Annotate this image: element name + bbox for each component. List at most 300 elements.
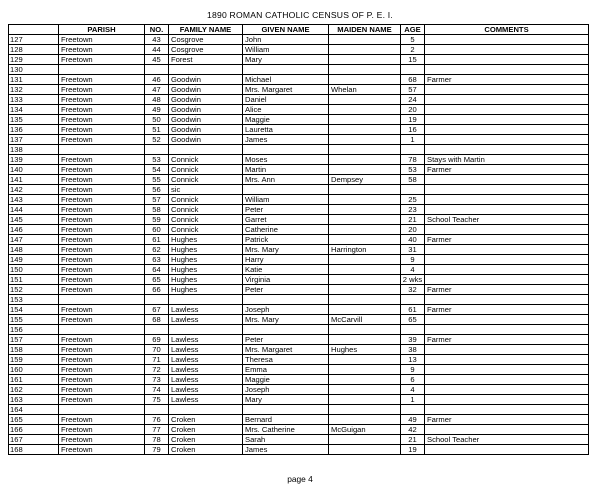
cell-row-number: 129	[9, 55, 59, 65]
cell-row-number: 153	[9, 295, 59, 305]
cell-parish	[59, 65, 145, 75]
cell-comments	[425, 125, 589, 135]
table-row	[9, 385, 589, 395]
cell-comments: School Teacher	[425, 215, 589, 225]
cell-age	[401, 295, 425, 305]
cell-comments	[425, 365, 589, 375]
cell-age: 4	[401, 265, 425, 275]
cell-parish: Freetown	[59, 415, 145, 425]
cell-comments	[425, 45, 589, 55]
cell-row-number: 128	[9, 45, 59, 55]
cell-maiden-name	[329, 325, 401, 335]
cell-age: 9	[401, 255, 425, 265]
cell-age: 2 wks	[401, 275, 425, 285]
cell-parish	[59, 325, 145, 335]
table-row	[9, 75, 589, 85]
cell-family-name: Lawless	[169, 305, 243, 315]
cell-age: 32	[401, 285, 425, 295]
cell-age: 57	[401, 85, 425, 95]
cell-given-name: Sarah	[243, 435, 329, 445]
cell-parish: Freetown	[59, 55, 145, 65]
cell-parish: Freetown	[59, 255, 145, 265]
cell-census-no: 63	[145, 255, 169, 265]
table-row	[9, 95, 589, 105]
cell-parish: Freetown	[59, 155, 145, 165]
cell-given-name: Mrs. Mary	[243, 315, 329, 325]
cell-family-name: Connick	[169, 205, 243, 215]
table-row	[9, 85, 589, 95]
cell-family-name: Cosgrove	[169, 35, 243, 45]
cell-age: 6	[401, 375, 425, 385]
cell-family-name: Lawless	[169, 385, 243, 395]
cell-census-no: 64	[145, 265, 169, 275]
cell-family-name: Lawless	[169, 375, 243, 385]
cell-census-no: 49	[145, 105, 169, 115]
cell-census-no: 75	[145, 395, 169, 405]
cell-maiden-name	[329, 385, 401, 395]
table-row	[9, 125, 589, 135]
table-row	[9, 225, 589, 235]
cell-family-name: Connick	[169, 195, 243, 205]
cell-given-name: Joseph	[243, 305, 329, 315]
cell-parish: Freetown	[59, 335, 145, 345]
cell-age: 38	[401, 345, 425, 355]
cell-age: 20	[401, 105, 425, 115]
cell-row-number: 133	[9, 95, 59, 105]
cell-maiden-name	[329, 225, 401, 235]
cell-given-name: Mrs. Margaret	[243, 345, 329, 355]
cell-given-name: Michael	[243, 75, 329, 85]
cell-age: 9	[401, 365, 425, 375]
cell-comments	[425, 185, 589, 195]
cell-comments	[425, 65, 589, 75]
cell-given-name: Alice	[243, 105, 329, 115]
cell-parish: Freetown	[59, 315, 145, 325]
cell-parish: Freetown	[59, 115, 145, 125]
cell-maiden-name	[329, 355, 401, 365]
cell-age: 21	[401, 215, 425, 225]
cell-census-no: 59	[145, 215, 169, 225]
cell-age: 23	[401, 205, 425, 215]
cell-census-no	[145, 295, 169, 305]
cell-given-name: Lauretta	[243, 125, 329, 135]
column-header-row-number	[9, 25, 59, 35]
cell-maiden-name	[329, 165, 401, 175]
cell-age	[401, 325, 425, 335]
cell-comments	[425, 205, 589, 215]
table-row	[9, 275, 589, 285]
cell-maiden-name	[329, 155, 401, 165]
cell-age	[401, 405, 425, 415]
cell-census-no: 67	[145, 305, 169, 315]
cell-comments	[425, 175, 589, 185]
cell-age	[401, 65, 425, 75]
cell-age: 16	[401, 125, 425, 135]
cell-row-number: 154	[9, 305, 59, 315]
cell-family-name: Connick	[169, 165, 243, 175]
cell-maiden-name	[329, 435, 401, 445]
cell-parish: Freetown	[59, 95, 145, 105]
cell-family-name: Hughes	[169, 265, 243, 275]
table-row	[9, 375, 589, 385]
table-row	[9, 355, 589, 365]
cell-age: 19	[401, 445, 425, 455]
cell-row-number: 157	[9, 335, 59, 345]
cell-comments	[425, 225, 589, 235]
table-row	[9, 235, 589, 245]
cell-maiden-name	[329, 185, 401, 195]
table-row	[9, 325, 589, 335]
cell-census-no: 56	[145, 185, 169, 195]
cell-comments	[425, 195, 589, 205]
table-row	[9, 435, 589, 445]
cell-family-name: Lawless	[169, 345, 243, 355]
cell-row-number: 146	[9, 225, 59, 235]
cell-comments	[425, 375, 589, 385]
cell-age: 1	[401, 395, 425, 405]
cell-given-name	[243, 65, 329, 75]
cell-age: 19	[401, 115, 425, 125]
cell-family-name: Lawless	[169, 315, 243, 325]
cell-census-no: 47	[145, 85, 169, 95]
cell-parish: Freetown	[59, 185, 145, 195]
cell-comments	[425, 35, 589, 45]
cell-given-name: Bernard	[243, 415, 329, 425]
table-row	[9, 265, 589, 275]
cell-census-no: 44	[145, 45, 169, 55]
cell-maiden-name	[329, 265, 401, 275]
cell-given-name: Peter	[243, 335, 329, 345]
cell-given-name: Emma	[243, 365, 329, 375]
table-row	[9, 155, 589, 165]
cell-comments	[425, 445, 589, 455]
cell-family-name: Lawless	[169, 335, 243, 345]
table-row	[9, 195, 589, 205]
table-row	[9, 105, 589, 115]
cell-given-name	[243, 405, 329, 415]
cell-given-name: William	[243, 45, 329, 55]
cell-given-name: Theresa	[243, 355, 329, 365]
page-title: 1890 ROMAN CATHOLIC CENSUS OF P. E. I.	[207, 10, 393, 20]
cell-row-number: 167	[9, 435, 59, 445]
cell-maiden-name: Hughes	[329, 345, 401, 355]
cell-maiden-name	[329, 35, 401, 45]
cell-family-name: Goodwin	[169, 75, 243, 85]
cell-parish: Freetown	[59, 355, 145, 365]
cell-row-number: 127	[9, 35, 59, 45]
cell-census-no: 48	[145, 95, 169, 105]
cell-comments: School Teacher	[425, 435, 589, 445]
cell-given-name: Garret	[243, 215, 329, 225]
cell-family-name: Goodwin	[169, 95, 243, 105]
table-row	[9, 65, 589, 75]
cell-maiden-name: Harrington	[329, 245, 401, 255]
column-header-given-name: GIVEN NAME	[243, 25, 329, 35]
cell-row-number: 144	[9, 205, 59, 215]
cell-family-name: Goodwin	[169, 105, 243, 115]
cell-age: 31	[401, 245, 425, 255]
cell-row-number: 150	[9, 265, 59, 275]
cell-maiden-name	[329, 375, 401, 385]
table-row	[9, 55, 589, 65]
cell-given-name	[243, 295, 329, 305]
cell-row-number: 136	[9, 125, 59, 135]
table-row	[9, 205, 589, 215]
cell-maiden-name	[329, 105, 401, 115]
cell-parish: Freetown	[59, 225, 145, 235]
cell-family-name: Goodwin	[169, 135, 243, 145]
cell-age	[401, 185, 425, 195]
cell-row-number: 140	[9, 165, 59, 175]
cell-census-no: 79	[145, 445, 169, 455]
cell-row-number: 142	[9, 185, 59, 195]
cell-maiden-name	[329, 295, 401, 305]
cell-family-name: Connick	[169, 215, 243, 225]
cell-age: 49	[401, 415, 425, 425]
cell-age	[401, 145, 425, 155]
cell-comments	[425, 105, 589, 115]
cell-age: 5	[401, 35, 425, 45]
cell-given-name	[243, 325, 329, 335]
cell-maiden-name	[329, 195, 401, 205]
cell-census-no	[145, 325, 169, 335]
cell-parish: Freetown	[59, 275, 145, 285]
cell-maiden-name	[329, 395, 401, 405]
cell-family-name	[169, 65, 243, 75]
cell-comments	[425, 245, 589, 255]
cell-comments	[425, 95, 589, 105]
cell-census-no: 51	[145, 125, 169, 135]
cell-age: 40	[401, 235, 425, 245]
cell-parish: Freetown	[59, 395, 145, 405]
cell-parish: Freetown	[59, 45, 145, 55]
cell-maiden-name	[329, 275, 401, 285]
cell-given-name: Peter	[243, 205, 329, 215]
table-row	[9, 415, 589, 425]
cell-census-no: 58	[145, 205, 169, 215]
cell-row-number: 164	[9, 405, 59, 415]
cell-family-name: Forest	[169, 55, 243, 65]
cell-parish: Freetown	[59, 435, 145, 445]
cell-row-number: 155	[9, 315, 59, 325]
cell-comments: Farmer	[425, 75, 589, 85]
cell-census-no: 50	[145, 115, 169, 125]
cell-maiden-name	[329, 65, 401, 75]
cell-maiden-name	[329, 125, 401, 135]
cell-comments	[425, 355, 589, 365]
table-row	[9, 395, 589, 405]
cell-age: 68	[401, 75, 425, 85]
cell-maiden-name	[329, 235, 401, 245]
cell-maiden-name	[329, 45, 401, 55]
cell-parish: Freetown	[59, 235, 145, 245]
table-row	[9, 175, 589, 185]
cell-comments: Farmer	[425, 335, 589, 345]
cell-census-no: 71	[145, 355, 169, 365]
cell-given-name: John	[243, 35, 329, 45]
table-row	[9, 445, 589, 455]
cell-census-no: 55	[145, 175, 169, 185]
cell-row-number: 151	[9, 275, 59, 285]
cell-comments: Farmer	[425, 285, 589, 295]
cell-age: 20	[401, 225, 425, 235]
cell-age: 21	[401, 435, 425, 445]
cell-family-name: Connick	[169, 225, 243, 235]
cell-comments	[425, 395, 589, 405]
cell-maiden-name	[329, 405, 401, 415]
cell-maiden-name: McGuigan	[329, 425, 401, 435]
cell-comments	[425, 145, 589, 155]
cell-maiden-name	[329, 255, 401, 265]
cell-row-number: 163	[9, 395, 59, 405]
cell-comments	[425, 265, 589, 275]
cell-given-name: Mrs. Catherine	[243, 425, 329, 435]
cell-row-number: 147	[9, 235, 59, 245]
table-row	[9, 285, 589, 295]
cell-maiden-name: Whelan	[329, 85, 401, 95]
cell-maiden-name	[329, 75, 401, 85]
cell-comments	[425, 405, 589, 415]
cell-given-name: Maggie	[243, 115, 329, 125]
cell-age: 2	[401, 45, 425, 55]
cell-parish: Freetown	[59, 35, 145, 45]
cell-family-name: Goodwin	[169, 125, 243, 135]
cell-given-name	[243, 145, 329, 155]
cell-census-no: 77	[145, 425, 169, 435]
cell-given-name: Mrs. Mary	[243, 245, 329, 255]
cell-row-number: 130	[9, 65, 59, 75]
cell-parish: Freetown	[59, 245, 145, 255]
cell-row-number: 149	[9, 255, 59, 265]
cell-census-no: 43	[145, 35, 169, 45]
cell-comments	[425, 115, 589, 125]
cell-maiden-name	[329, 365, 401, 375]
cell-row-number: 145	[9, 215, 59, 225]
cell-row-number: 168	[9, 445, 59, 455]
cell-maiden-name	[329, 445, 401, 455]
cell-given-name: Joseph	[243, 385, 329, 395]
cell-census-no: 74	[145, 385, 169, 395]
table-row	[9, 315, 589, 325]
table-row	[9, 405, 589, 415]
cell-parish: Freetown	[59, 195, 145, 205]
cell-given-name: Martin	[243, 165, 329, 175]
cell-census-no: 46	[145, 75, 169, 85]
cell-given-name: Maggie	[243, 375, 329, 385]
cell-comments	[425, 255, 589, 265]
table-row	[9, 35, 589, 45]
table-row	[9, 145, 589, 155]
cell-age: 65	[401, 315, 425, 325]
cell-given-name: Catherine	[243, 225, 329, 235]
cell-census-no: 72	[145, 365, 169, 375]
cell-census-no: 70	[145, 345, 169, 355]
table-row	[9, 335, 589, 345]
cell-age: 13	[401, 355, 425, 365]
cell-maiden-name	[329, 305, 401, 315]
cell-census-no: 52	[145, 135, 169, 145]
cell-census-no: 62	[145, 245, 169, 255]
census-body	[9, 35, 589, 455]
cell-parish: Freetown	[59, 445, 145, 455]
cell-comments: Farmer	[425, 165, 589, 175]
cell-family-name: Goodwin	[169, 115, 243, 125]
cell-parish: Freetown	[59, 385, 145, 395]
cell-age: 78	[401, 155, 425, 165]
table-row	[9, 305, 589, 315]
cell-given-name: James	[243, 135, 329, 145]
cell-given-name: James	[243, 445, 329, 455]
cell-parish	[59, 145, 145, 155]
cell-census-no: 57	[145, 195, 169, 205]
cell-parish: Freetown	[59, 205, 145, 215]
cell-comments: Farmer	[425, 415, 589, 425]
table-row	[9, 245, 589, 255]
cell-given-name: Mary	[243, 55, 329, 65]
column-header-parish: PARISH	[59, 25, 145, 35]
cell-family-name: Lawless	[169, 395, 243, 405]
cell-row-number: 131	[9, 75, 59, 85]
cell-parish: Freetown	[59, 215, 145, 225]
cell-family-name	[169, 405, 243, 415]
cell-family-name: Croken	[169, 425, 243, 435]
cell-family-name: Hughes	[169, 235, 243, 245]
cell-parish: Freetown	[59, 135, 145, 145]
cell-parish	[59, 405, 145, 415]
cell-census-no: 61	[145, 235, 169, 245]
cell-age: 24	[401, 95, 425, 105]
cell-parish: Freetown	[59, 345, 145, 355]
cell-given-name: Daniel	[243, 95, 329, 105]
cell-maiden-name	[329, 55, 401, 65]
cell-age: 25	[401, 195, 425, 205]
cell-census-no: 73	[145, 375, 169, 385]
cell-family-name: Hughes	[169, 275, 243, 285]
column-header-family-name: FAMILY NAME	[169, 25, 243, 35]
column-header-no: NO.	[145, 25, 169, 35]
cell-comments: Stays with Martin	[425, 155, 589, 165]
table-row	[9, 165, 589, 175]
cell-parish: Freetown	[59, 125, 145, 135]
cell-age: 53	[401, 165, 425, 175]
cell-comments: Farmer	[425, 305, 589, 315]
cell-maiden-name	[329, 335, 401, 345]
cell-comments	[425, 345, 589, 355]
table-row	[9, 185, 589, 195]
cell-maiden-name	[329, 115, 401, 125]
cell-parish	[59, 295, 145, 305]
cell-family-name: Croken	[169, 445, 243, 455]
cell-maiden-name	[329, 205, 401, 215]
cell-family-name: Croken	[169, 415, 243, 425]
cell-row-number: 137	[9, 135, 59, 145]
cell-maiden-name: McCarvill	[329, 315, 401, 325]
cell-parish: Freetown	[59, 265, 145, 275]
cell-maiden-name	[329, 415, 401, 425]
cell-given-name: Mary	[243, 395, 329, 405]
cell-given-name: Harry	[243, 255, 329, 265]
cell-census-no: 76	[145, 415, 169, 425]
cell-age: 15	[401, 55, 425, 65]
cell-parish: Freetown	[59, 305, 145, 315]
cell-parish: Freetown	[59, 165, 145, 175]
cell-comments	[425, 135, 589, 145]
cell-family-name: Hughes	[169, 285, 243, 295]
cell-maiden-name	[329, 135, 401, 145]
cell-family-name: Croken	[169, 435, 243, 445]
cell-given-name: William	[243, 195, 329, 205]
cell-row-number: 143	[9, 195, 59, 205]
